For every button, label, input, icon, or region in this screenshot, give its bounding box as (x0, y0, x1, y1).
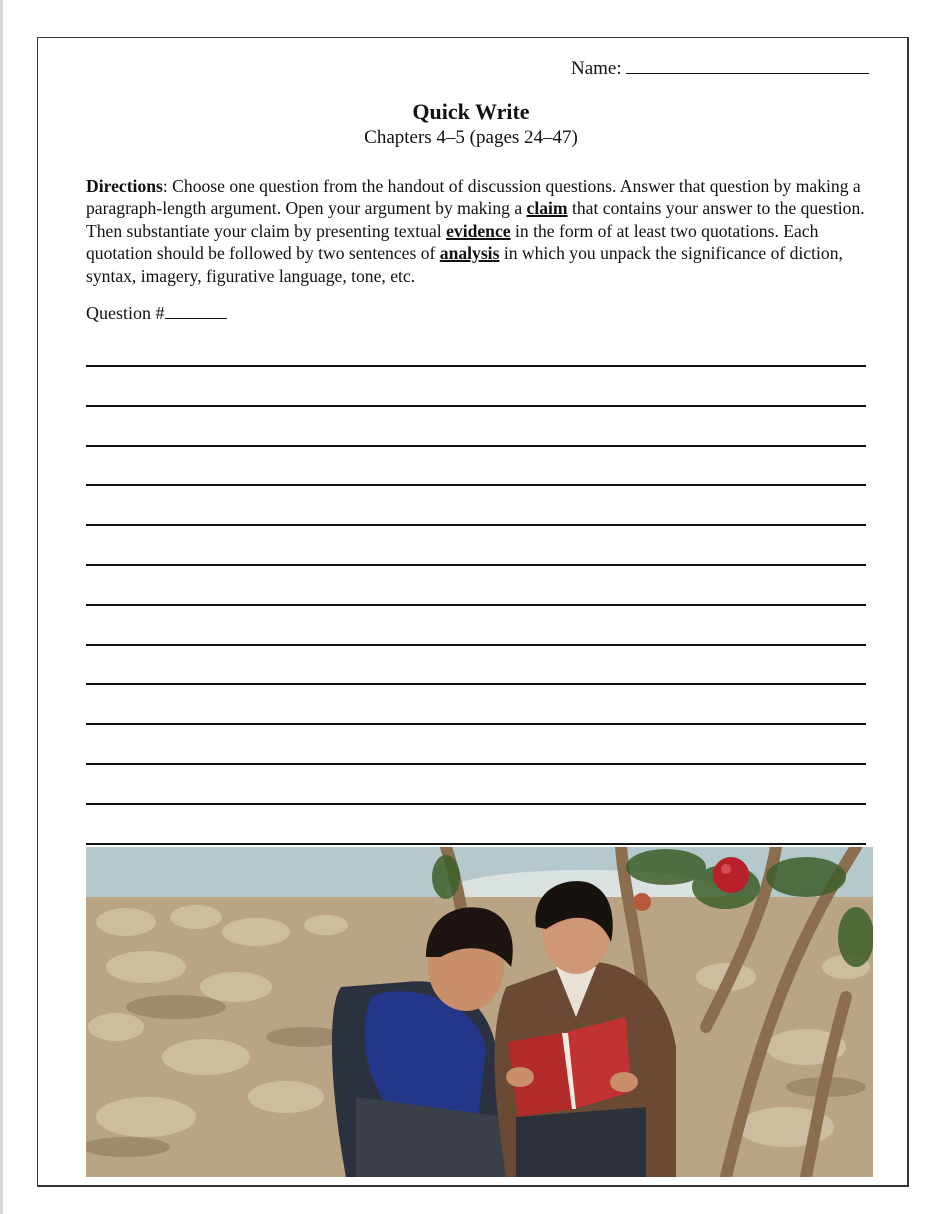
answer-line[interactable] (86, 644, 866, 646)
answer-line[interactable] (86, 803, 866, 805)
directions-text: in which you unpack the significance of diction, syntax, imagery, figurative language, tone, etc. (86, 243, 843, 286)
name-label: Name: (571, 58, 622, 79)
worksheet-title: Quick Write (412, 99, 530, 124)
keyword-evidence: evidence (446, 220, 511, 241)
answer-line[interactable] (86, 365, 866, 367)
answer-line[interactable] (86, 683, 866, 685)
answer-line[interactable] (86, 405, 866, 407)
name-blank[interactable] (626, 57, 869, 74)
answer-line[interactable] (86, 843, 866, 845)
name-field (571, 57, 869, 80)
directions-text: : Choose one question from the handout of discussion questions. Answer that question by making a paragraph-length argument. Open your argument by making a (86, 176, 861, 219)
question-number-field (86, 303, 227, 324)
directions-text: in the form of at least two quotations. Each quotation should be followed by two sentences of (86, 220, 819, 264)
pomegranate-small (633, 893, 651, 911)
viewer-left-edge (0, 0, 3, 1214)
photo-illustration (86, 847, 873, 1177)
answer-line[interactable] (86, 723, 866, 725)
directions-label: Directions (86, 176, 163, 196)
answer-line[interactable] (86, 445, 866, 447)
answer-line[interactable] (86, 763, 866, 765)
question-number-blank[interactable] (165, 304, 227, 319)
worksheet-subtitle: Chapters 4–5 (pages 24–47) (364, 127, 578, 148)
answer-line[interactable] (86, 484, 866, 486)
directions-paragraph (86, 175, 876, 287)
question-label: Question # (86, 303, 165, 323)
keyword-claim: claim (526, 198, 568, 219)
photo-boys-reading (86, 847, 873, 1177)
keyword-analysis: analysis (439, 243, 500, 264)
answer-line[interactable] (86, 604, 866, 606)
pomegranate (713, 857, 749, 893)
answer-line[interactable] (86, 524, 866, 526)
pomegranate-highlight (721, 864, 731, 874)
answer-line[interactable] (86, 564, 866, 566)
directions-text: that contains your answer to the question. Then substantiate your claim by presenting textual (86, 198, 865, 241)
